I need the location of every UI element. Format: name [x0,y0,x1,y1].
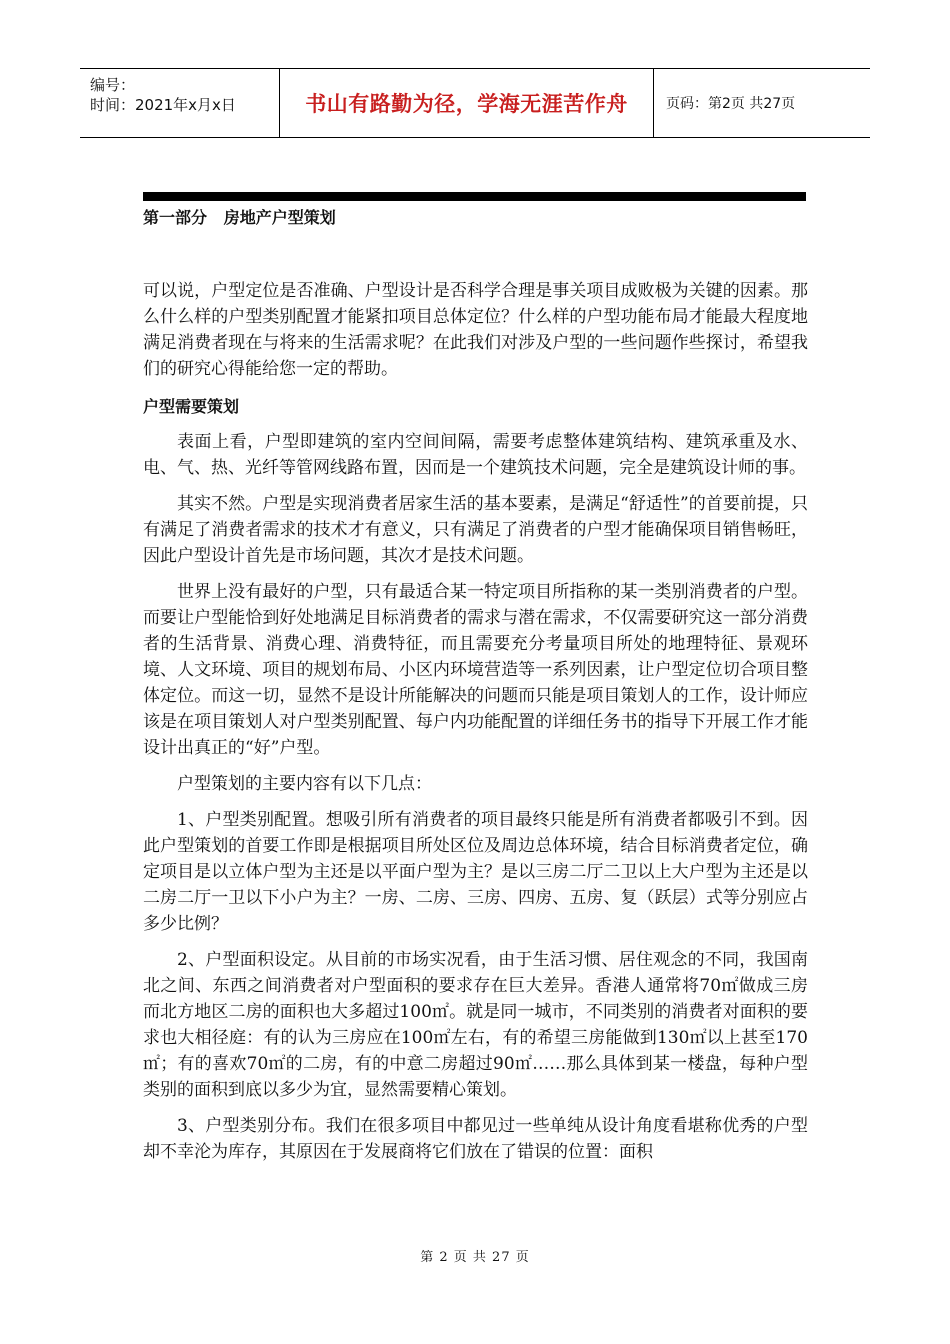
body-paragraph: 1、户型类别配置。想吸引所有消费者的项目最终只能是所有消费者都吸引不到。因此户型策划的首要工作即是根据项目所处区位及周边总体环境，结合目标消费者定位，确定项目是以立体户型为主还是以平面户型为主？是以三房二厅二卫以上大户型为主还是以二房二厅一卫以下小户为主？一房、二房、三房、四房、五房、复（跃层）式等分别应占多少比例？ [143,810,808,934]
main-body [143,429,808,1165]
subsection-title: 户型需要策划 [143,397,240,416]
section-rule [143,192,806,201]
body-paragraph: 3、户型类别分布。我们在很多项目中都见过一些单纯从设计角度看堪称优秀的户型却不幸沦为库存，其原因在于发展商将它们放在了错误的位置：面积 [143,1116,808,1162]
page-footer: 第 2 页 共 27 页 [420,1250,530,1265]
serial-label: 编号： [90,76,136,94]
body-paragraph: 世界上没有最好的户型，只有最适合某一特定项目所指称的某一类别消费者的户型。而要让户型能恰到好处地满足目标消费者的需求与潜在需求，不仅需要研究这一部分消费者的生活背景、消费心理、消费特征，而且需要充分考量项目所处的地理特征、景观环境、人文环境、项目的规划布局、小区内环境营造等一系列因素，让户型定位切合项目整体定位。而这一切，显然不是设计所能解决的问题而只能是项目策划人的工作，设计师应该是在项目策划人对户型类别配置、每户内功能配置的详细任务书的指导下开展工作才能设计出真正的“好”户型。 [143,582,808,758]
body-paragraph: 表面上看，户型即建筑的室内空间间隔，需要考虑整体建筑结构、建筑承重及水、电、气、热、光纤等管网线路布置，因而是一个建筑技术问题，完全是建筑设计师的事。 [143,432,808,478]
header-page-info: 页码：第2页 共27页 [666,96,796,112]
intro-block [143,278,808,382]
date-line: 时间：2021年x月x日 [90,96,236,114]
section-title: 第一部分 房地产户型策划 [143,208,336,227]
header-meta [80,69,280,137]
body-paragraph: 其实不然。户型是实现消费者居家生活的基本要素，是满足“舒适性”的首要前提，只有满足了消费者需求的技术才有意义，只有满足了消费者的户型才能确保项目销售畅旺，因此户型设计首先是市场问题，其次才是技术问题。 [143,494,808,566]
intro-paragraph: 可以说，户型定位是否准确、户型设计是否科学合理是事关项目成败极为关键的因素。那么什么样的户型类别配置才能紧扣项目总体定位？什么样的户型功能布局才能最大程度地满足消费者现在与将来的生活需求呢？在此我们对涉及户型的一些问题作些探讨，希望我们的研究心得能给您一定的帮助。 [143,281,808,379]
body-paragraph: 2、户型面积设定。从目前的市场实况看，由于生活习惯、居住观念的不同，我国南北之间、东西之间消费者对户型面积的要求存在巨大差异。香港人通常将70㎡做成三房而北方地区二房的面积也大多超过100㎡。就是同一城市，不同类别的消费者对面积的要求也大相径庭：有的认为三房应在100㎡左右，有的希望三房能做到130㎡以上甚至170㎡；有的喜欢70㎡的二房，有的中意二房超过90㎡……那么具体到某一楼盘，每种户型类别的面积到底以多少为宜，显然需要精心策划。 [143,950,808,1100]
body-paragraph: 户型策划的主要内容有以下几点： [177,774,432,794]
header-motto: 书山有路勤为径，学海无涯苦作舟 [280,69,654,137]
document-header [80,68,870,138]
